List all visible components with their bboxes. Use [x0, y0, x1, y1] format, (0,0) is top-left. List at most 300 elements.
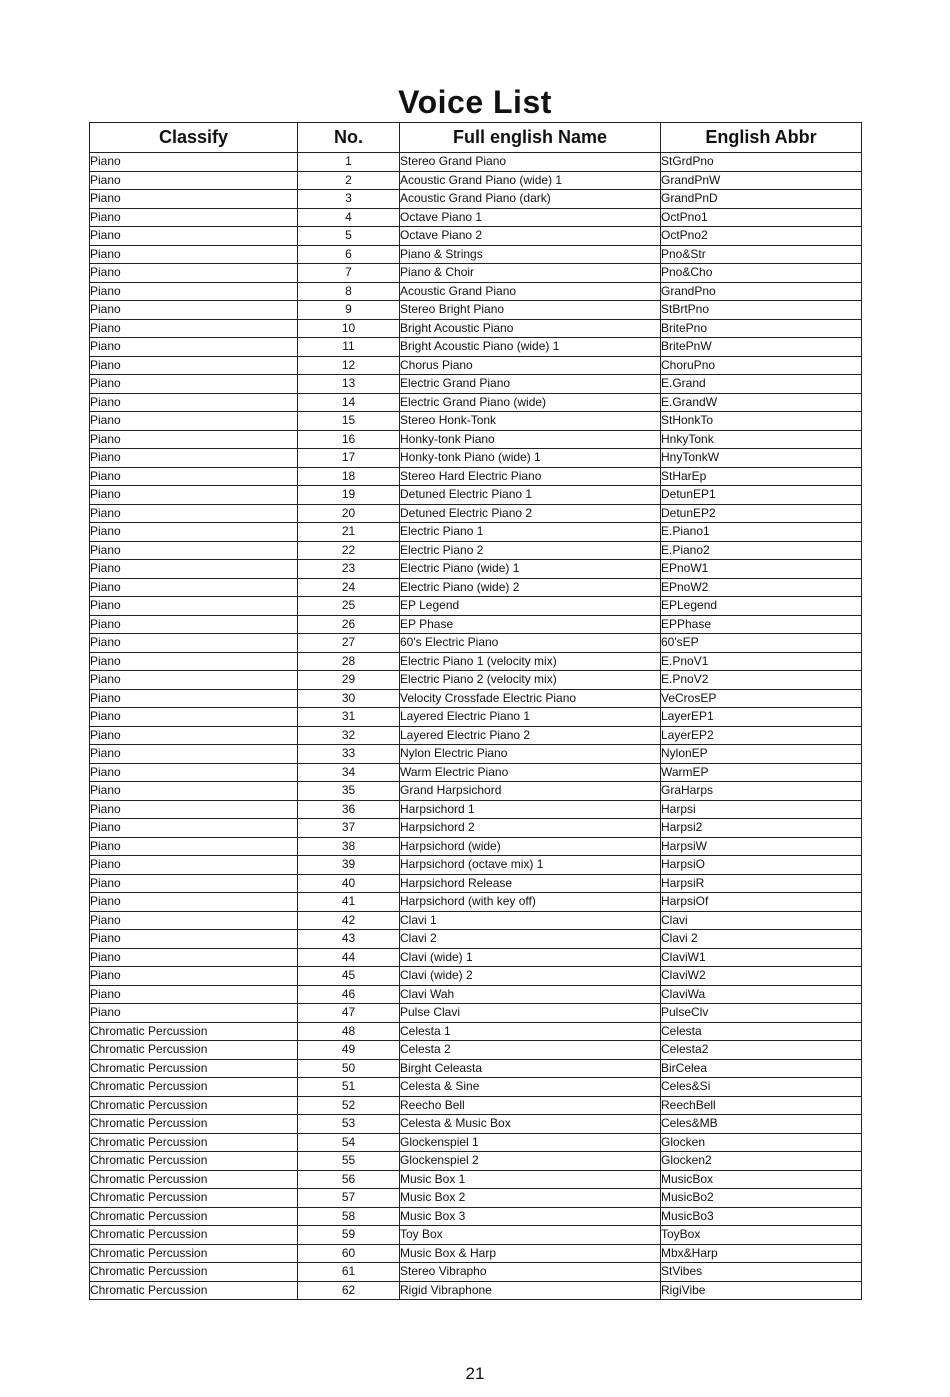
cell-classify: Chromatic Percussion	[90, 1189, 298, 1208]
cell-classify: Piano	[90, 190, 298, 209]
cell-classify: Piano	[90, 763, 298, 782]
cell-classify: Chromatic Percussion	[90, 1226, 298, 1245]
cell-abbr: BirCelea	[661, 1059, 862, 1078]
cell-classify: Piano	[90, 449, 298, 468]
cell-no: 58	[298, 1207, 400, 1226]
cell-classify: Piano	[90, 467, 298, 486]
cell-no: 44	[298, 948, 400, 967]
table-row	[90, 837, 862, 856]
cell-no: 1	[298, 153, 400, 172]
cell-classify: Piano	[90, 208, 298, 227]
table-row	[90, 338, 862, 357]
cell-classify: Piano	[90, 985, 298, 1004]
cell-classify: Piano	[90, 504, 298, 523]
cell-no: 42	[298, 911, 400, 930]
cell-abbr: LayerEP1	[661, 708, 862, 727]
cell-no: 57	[298, 1189, 400, 1208]
cell-full-name: Layered Electric Piano 2	[400, 726, 661, 745]
table-row	[90, 1244, 862, 1263]
cell-full-name: Harpsichord (wide)	[400, 837, 661, 856]
table-row	[90, 1096, 862, 1115]
cell-abbr: HarpsiO	[661, 856, 862, 875]
cell-full-name: Detuned Electric Piano 1	[400, 486, 661, 505]
cell-no: 23	[298, 560, 400, 579]
table-row	[90, 264, 862, 283]
cell-classify: Chromatic Percussion	[90, 1281, 298, 1300]
cell-full-name: Detuned Electric Piano 2	[400, 504, 661, 523]
cell-full-name: Chorus Piano	[400, 356, 661, 375]
cell-full-name: Harpsichord (with key off)	[400, 893, 661, 912]
table-row	[90, 1226, 862, 1245]
cell-full-name: Clavi Wah	[400, 985, 661, 1004]
cell-abbr: HarpsiOf	[661, 893, 862, 912]
table-header-row	[90, 123, 862, 153]
cell-classify: Chromatic Percussion	[90, 1115, 298, 1134]
table-row	[90, 171, 862, 190]
cell-no: 51	[298, 1078, 400, 1097]
table-row	[90, 708, 862, 727]
cell-no: 43	[298, 930, 400, 949]
table-row	[90, 486, 862, 505]
cell-full-name: Acoustic Grand Piano (wide) 1	[400, 171, 661, 190]
cell-classify: Piano	[90, 874, 298, 893]
cell-abbr: WarmEP	[661, 763, 862, 782]
cell-full-name: Celesta & Music Box	[400, 1115, 661, 1134]
cell-full-name: Nylon Electric Piano	[400, 745, 661, 764]
cell-abbr: ReechBell	[661, 1096, 862, 1115]
table-row	[90, 745, 862, 764]
table-row	[90, 1189, 862, 1208]
cell-no: 55	[298, 1152, 400, 1171]
header-abbr: English Abbr	[661, 123, 862, 153]
table-row	[90, 763, 862, 782]
table-row	[90, 819, 862, 838]
cell-full-name: Clavi (wide) 1	[400, 948, 661, 967]
cell-classify: Piano	[90, 893, 298, 912]
cell-classify: Piano	[90, 652, 298, 671]
cell-no: 22	[298, 541, 400, 560]
table-row	[90, 208, 862, 227]
cell-no: 17	[298, 449, 400, 468]
cell-no: 29	[298, 671, 400, 690]
cell-abbr: LayerEP2	[661, 726, 862, 745]
cell-full-name: 60's Electric Piano	[400, 634, 661, 653]
cell-full-name: Reecho Bell	[400, 1096, 661, 1115]
cell-full-name: EP Phase	[400, 615, 661, 634]
cell-classify: Chromatic Percussion	[90, 1059, 298, 1078]
cell-abbr: BritePno	[661, 319, 862, 338]
cell-classify: Chromatic Percussion	[90, 1263, 298, 1282]
cell-full-name: Stereo Grand Piano	[400, 153, 661, 172]
table-row	[90, 893, 862, 912]
cell-classify: Piano	[90, 837, 298, 856]
cell-abbr: StHarEp	[661, 467, 862, 486]
cell-abbr: Celes&Si	[661, 1078, 862, 1097]
cell-abbr: ChoruPno	[661, 356, 862, 375]
table-row	[90, 449, 862, 468]
cell-full-name: Stereo Hard Electric Piano	[400, 467, 661, 486]
cell-abbr: 60'sEP	[661, 634, 862, 653]
cell-classify: Piano	[90, 967, 298, 986]
cell-full-name: Electric Piano 2 (velocity mix)	[400, 671, 661, 690]
cell-full-name: Piano & Strings	[400, 245, 661, 264]
cell-classify: Chromatic Percussion	[90, 1207, 298, 1226]
cell-abbr: Clavi 2	[661, 930, 862, 949]
cell-abbr: E.GrandW	[661, 393, 862, 412]
cell-full-name: Music Box 3	[400, 1207, 661, 1226]
cell-no: 50	[298, 1059, 400, 1078]
cell-no: 38	[298, 837, 400, 856]
cell-no: 15	[298, 412, 400, 431]
table-row	[90, 856, 862, 875]
table-row	[90, 245, 862, 264]
table-row	[90, 282, 862, 301]
cell-no: 41	[298, 893, 400, 912]
cell-abbr: Harpsi	[661, 800, 862, 819]
cell-no: 20	[298, 504, 400, 523]
table-row	[90, 1207, 862, 1226]
cell-full-name: Pulse Clavi	[400, 1004, 661, 1023]
table-row	[90, 1059, 862, 1078]
cell-abbr: HarpsiR	[661, 874, 862, 893]
cell-abbr: NylonEP	[661, 745, 862, 764]
cell-classify: Piano	[90, 782, 298, 801]
cell-classify: Piano	[90, 412, 298, 431]
cell-no: 19	[298, 486, 400, 505]
cell-classify: Chromatic Percussion	[90, 1078, 298, 1097]
cell-classify: Piano	[90, 430, 298, 449]
cell-abbr: GrandPno	[661, 282, 862, 301]
cell-full-name: Celesta 1	[400, 1022, 661, 1041]
cell-no: 4	[298, 208, 400, 227]
cell-no: 14	[298, 393, 400, 412]
cell-abbr: EPnoW2	[661, 578, 862, 597]
cell-no: 45	[298, 967, 400, 986]
cell-classify: Piano	[90, 930, 298, 949]
cell-abbr: Celesta	[661, 1022, 862, 1041]
cell-classify: Piano	[90, 560, 298, 579]
cell-no: 27	[298, 634, 400, 653]
table-row	[90, 578, 862, 597]
table-row	[90, 634, 862, 653]
cell-classify: Piano	[90, 171, 298, 190]
cell-no: 12	[298, 356, 400, 375]
cell-full-name: EP Legend	[400, 597, 661, 616]
cell-no: 33	[298, 745, 400, 764]
cell-classify: Piano	[90, 1004, 298, 1023]
cell-full-name: Piano & Choir	[400, 264, 661, 283]
cell-abbr: EPnoW1	[661, 560, 862, 579]
table-row	[90, 1022, 862, 1041]
cell-no: 8	[298, 282, 400, 301]
table-row	[90, 671, 862, 690]
cell-no: 53	[298, 1115, 400, 1134]
cell-no: 30	[298, 689, 400, 708]
cell-abbr: BritePnW	[661, 338, 862, 357]
table-row	[90, 1004, 862, 1023]
cell-no: 61	[298, 1263, 400, 1282]
cell-full-name: Rigid Vibraphone	[400, 1281, 661, 1300]
cell-abbr: EPPhase	[661, 615, 862, 634]
cell-full-name: Electric Piano 1	[400, 523, 661, 542]
cell-no: 62	[298, 1281, 400, 1300]
cell-abbr: Mbx&Harp	[661, 1244, 862, 1263]
table-row	[90, 911, 862, 930]
cell-full-name: Stereo Honk-Tonk	[400, 412, 661, 431]
cell-classify: Chromatic Percussion	[90, 1133, 298, 1152]
table-row	[90, 153, 862, 172]
cell-full-name: Warm Electric Piano	[400, 763, 661, 782]
table-row	[90, 1281, 862, 1300]
table-row	[90, 504, 862, 523]
cell-full-name: Electric Piano (wide) 1	[400, 560, 661, 579]
table-row	[90, 615, 862, 634]
cell-classify: Chromatic Percussion	[90, 1152, 298, 1171]
cell-classify: Piano	[90, 726, 298, 745]
cell-no: 6	[298, 245, 400, 264]
cell-classify: Piano	[90, 338, 298, 357]
cell-full-name: Toy Box	[400, 1226, 661, 1245]
cell-abbr: ClaviW2	[661, 967, 862, 986]
cell-full-name: Octave Piano 2	[400, 227, 661, 246]
cell-classify: Piano	[90, 393, 298, 412]
cell-abbr: HnyTonkW	[661, 449, 862, 468]
cell-classify: Piano	[90, 800, 298, 819]
table-row	[90, 1263, 862, 1282]
cell-abbr: DetunEP1	[661, 486, 862, 505]
cell-full-name: Bright Acoustic Piano	[400, 319, 661, 338]
cell-abbr: OctPno1	[661, 208, 862, 227]
table-row	[90, 689, 862, 708]
cell-no: 49	[298, 1041, 400, 1060]
cell-no: 36	[298, 800, 400, 819]
cell-classify: Piano	[90, 578, 298, 597]
cell-abbr: Glocken	[661, 1133, 862, 1152]
cell-abbr: Pno&Str	[661, 245, 862, 264]
table-row	[90, 1078, 862, 1097]
cell-no: 35	[298, 782, 400, 801]
cell-abbr: VeCrosEP	[661, 689, 862, 708]
table-row	[90, 430, 862, 449]
cell-no: 31	[298, 708, 400, 727]
cell-classify: Piano	[90, 486, 298, 505]
cell-abbr: Celes&MB	[661, 1115, 862, 1134]
cell-no: 10	[298, 319, 400, 338]
cell-abbr: ClaviWa	[661, 985, 862, 1004]
cell-no: 37	[298, 819, 400, 838]
cell-classify: Piano	[90, 948, 298, 967]
cell-full-name: Honky-tonk Piano (wide) 1	[400, 449, 661, 468]
cell-classify: Piano	[90, 264, 298, 283]
cell-classify: Piano	[90, 356, 298, 375]
cell-no: 7	[298, 264, 400, 283]
cell-no: 28	[298, 652, 400, 671]
cell-no: 24	[298, 578, 400, 597]
cell-full-name: Clavi (wide) 2	[400, 967, 661, 986]
cell-full-name: Harpsichord 2	[400, 819, 661, 838]
cell-full-name: Electric Piano 2	[400, 541, 661, 560]
cell-abbr: PulseClv	[661, 1004, 862, 1023]
cell-classify: Chromatic Percussion	[90, 1041, 298, 1060]
cell-classify: Piano	[90, 301, 298, 320]
cell-abbr: GrandPnD	[661, 190, 862, 209]
table-row	[90, 523, 862, 542]
cell-full-name: Grand Harpsichord	[400, 782, 661, 801]
cell-abbr: RigiVibe	[661, 1281, 862, 1300]
page-number: 21	[465, 1364, 485, 1383]
cell-abbr: MusicBox	[661, 1170, 862, 1189]
cell-abbr: StHonkTo	[661, 412, 862, 431]
cell-classify: Piano	[90, 745, 298, 764]
cell-abbr: ClaviW1	[661, 948, 862, 967]
cell-classify: Piano	[90, 597, 298, 616]
cell-abbr: HnkyTonk	[661, 430, 862, 449]
cell-classify: Piano	[90, 523, 298, 542]
cell-no: 52	[298, 1096, 400, 1115]
cell-abbr: Clavi	[661, 911, 862, 930]
table-row	[90, 652, 862, 671]
cell-full-name: Honky-tonk Piano	[400, 430, 661, 449]
table-row	[90, 1170, 862, 1189]
cell-full-name: Clavi 1	[400, 911, 661, 930]
cell-full-name: Music Box 1	[400, 1170, 661, 1189]
cell-full-name: Birght Celeasta	[400, 1059, 661, 1078]
cell-no: 59	[298, 1226, 400, 1245]
cell-full-name: Music Box 2	[400, 1189, 661, 1208]
table-row	[90, 412, 862, 431]
table-row	[90, 190, 862, 209]
cell-abbr: DetunEP2	[661, 504, 862, 523]
cell-full-name: Layered Electric Piano 1	[400, 708, 661, 727]
cell-abbr: ToyBox	[661, 1226, 862, 1245]
cell-no: 40	[298, 874, 400, 893]
cell-abbr: EPLegend	[661, 597, 862, 616]
cell-abbr: StBrtPno	[661, 301, 862, 320]
cell-full-name: Electric Grand Piano (wide)	[400, 393, 661, 412]
cell-full-name: Octave Piano 1	[400, 208, 661, 227]
table-row	[90, 1152, 862, 1171]
table-row	[90, 301, 862, 320]
cell-no: 21	[298, 523, 400, 542]
cell-full-name: Stereo Vibrapho	[400, 1263, 661, 1282]
cell-no: 32	[298, 726, 400, 745]
header-no: No.	[298, 123, 400, 153]
cell-no: 60	[298, 1244, 400, 1263]
page-title: Voice List	[398, 84, 552, 120]
cell-abbr: Pno&Cho	[661, 264, 862, 283]
table-row	[90, 319, 862, 338]
cell-no: 26	[298, 615, 400, 634]
cell-full-name: Bright Acoustic Piano (wide) 1	[400, 338, 661, 357]
cell-no: 16	[298, 430, 400, 449]
cell-classify: Piano	[90, 245, 298, 264]
cell-no: 2	[298, 171, 400, 190]
cell-classify: Piano	[90, 282, 298, 301]
table-row	[90, 1133, 862, 1152]
cell-no: 56	[298, 1170, 400, 1189]
cell-classify: Chromatic Percussion	[90, 1244, 298, 1263]
cell-abbr: E.Piano1	[661, 523, 862, 542]
cell-no: 46	[298, 985, 400, 1004]
cell-classify: Chromatic Percussion	[90, 1022, 298, 1041]
cell-classify: Piano	[90, 689, 298, 708]
cell-full-name: Clavi 2	[400, 930, 661, 949]
cell-abbr: Glocken2	[661, 1152, 862, 1171]
table-row	[90, 1041, 862, 1060]
cell-classify: Piano	[90, 634, 298, 653]
cell-no: 13	[298, 375, 400, 394]
cell-full-name: Harpsichord 1	[400, 800, 661, 819]
cell-full-name: Celesta & Sine	[400, 1078, 661, 1097]
cell-full-name: Stereo Bright Piano	[400, 301, 661, 320]
cell-classify: Piano	[90, 153, 298, 172]
cell-abbr: E.Grand	[661, 375, 862, 394]
cell-abbr: MusicBo3	[661, 1207, 862, 1226]
table-row	[90, 541, 862, 560]
cell-abbr: E.PnoV2	[661, 671, 862, 690]
table-row	[90, 393, 862, 412]
cell-abbr: MusicBo2	[661, 1189, 862, 1208]
cell-no: 18	[298, 467, 400, 486]
cell-abbr: E.Piano2	[661, 541, 862, 560]
cell-full-name: Acoustic Grand Piano	[400, 282, 661, 301]
cell-no: 5	[298, 227, 400, 246]
cell-no: 11	[298, 338, 400, 357]
cell-no: 25	[298, 597, 400, 616]
cell-abbr: Celesta2	[661, 1041, 862, 1060]
voice-list-table	[89, 122, 862, 1300]
table-row	[90, 800, 862, 819]
header-classify: Classify	[90, 123, 298, 153]
cell-full-name: Acoustic Grand Piano (dark)	[400, 190, 661, 209]
table-row	[90, 227, 862, 246]
cell-full-name: Harpsichord Release	[400, 874, 661, 893]
cell-full-name: Electric Piano (wide) 2	[400, 578, 661, 597]
table-row	[90, 874, 862, 893]
cell-abbr: E.PnoV1	[661, 652, 862, 671]
cell-no: 54	[298, 1133, 400, 1152]
cell-abbr: GraHarps	[661, 782, 862, 801]
table-row	[90, 467, 862, 486]
cell-full-name: Velocity Crossfade Electric Piano	[400, 689, 661, 708]
cell-no: 48	[298, 1022, 400, 1041]
cell-full-name: Harpsichord (octave mix) 1	[400, 856, 661, 875]
table-row	[90, 782, 862, 801]
cell-classify: Piano	[90, 708, 298, 727]
table-row	[90, 726, 862, 745]
table-row	[90, 1115, 862, 1134]
cell-classify: Piano	[90, 819, 298, 838]
cell-full-name: Glockenspiel 1	[400, 1133, 661, 1152]
cell-no: 39	[298, 856, 400, 875]
table-row	[90, 375, 862, 394]
cell-full-name: Glockenspiel 2	[400, 1152, 661, 1171]
table-row	[90, 985, 862, 1004]
cell-abbr: GrandPnW	[661, 171, 862, 190]
table-row	[90, 597, 862, 616]
cell-classify: Piano	[90, 615, 298, 634]
cell-classify: Chromatic Percussion	[90, 1096, 298, 1115]
cell-classify: Chromatic Percussion	[90, 1170, 298, 1189]
cell-abbr: OctPno2	[661, 227, 862, 246]
cell-classify: Piano	[90, 319, 298, 338]
cell-classify: Piano	[90, 671, 298, 690]
cell-full-name: Electric Grand Piano	[400, 375, 661, 394]
cell-classify: Piano	[90, 856, 298, 875]
table-row	[90, 967, 862, 986]
cell-no: 9	[298, 301, 400, 320]
table-row	[90, 948, 862, 967]
